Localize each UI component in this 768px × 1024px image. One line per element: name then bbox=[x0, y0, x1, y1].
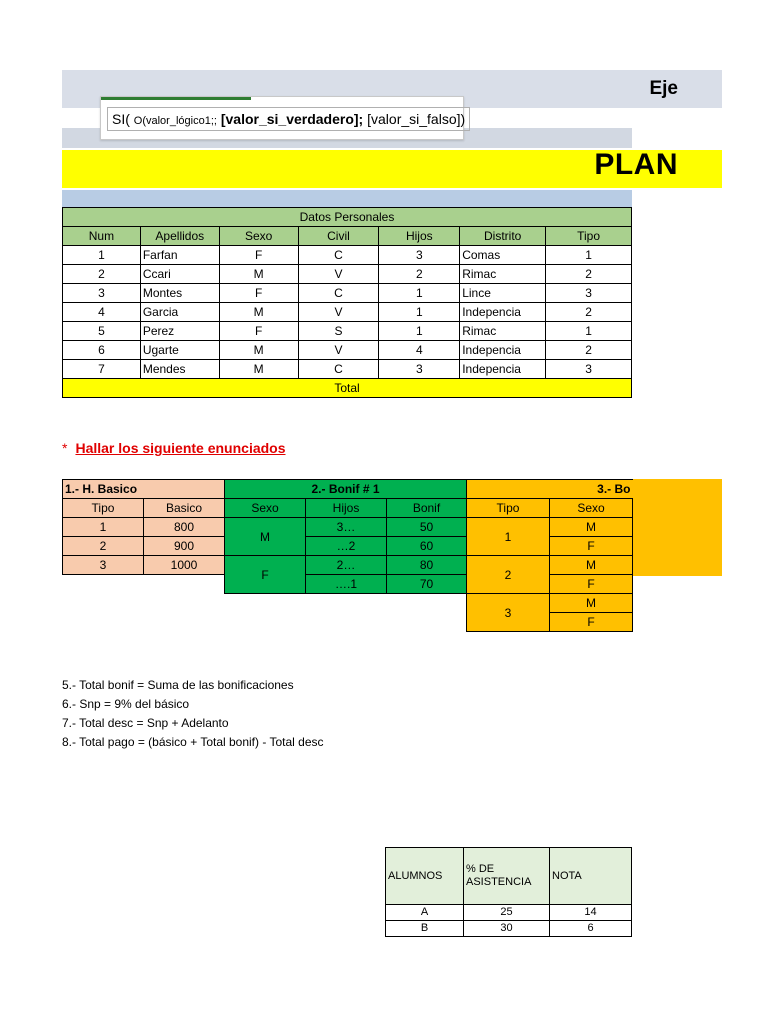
cell[interactable]: 1 bbox=[63, 246, 141, 265]
enunciado bbox=[62, 440, 286, 456]
tooltip-arg3[interactable]: [valor_si_falso]) bbox=[367, 111, 466, 127]
cell[interactable]: 50 bbox=[387, 518, 467, 537]
cell[interactable]: Rimac bbox=[460, 322, 546, 341]
cell[interactable]: ….1 bbox=[306, 575, 387, 594]
cell[interactable]: F bbox=[550, 537, 633, 556]
cell[interactable]: M bbox=[550, 594, 633, 613]
cell[interactable]: F bbox=[219, 284, 298, 303]
cell[interactable]: 800 bbox=[144, 518, 225, 537]
cell[interactable]: 1 bbox=[546, 322, 632, 341]
col-sexo: Sexo bbox=[219, 227, 298, 246]
basico-header: 1.- H. Basico bbox=[63, 480, 225, 499]
cell[interactable]: 2… bbox=[306, 556, 387, 575]
cell[interactable]: 80 bbox=[387, 556, 467, 575]
table-row bbox=[63, 322, 632, 341]
table-row bbox=[63, 265, 632, 284]
cell[interactable]: Rimac bbox=[460, 265, 546, 284]
cell[interactable]: Montes bbox=[140, 284, 219, 303]
bonif3-extension bbox=[632, 479, 722, 576]
group-header: Datos Personales bbox=[63, 208, 632, 227]
bonus-table bbox=[62, 479, 633, 632]
cell[interactable]: 3… bbox=[306, 518, 387, 537]
alumnos-header-row bbox=[386, 848, 632, 905]
cell[interactable]: Indepencia bbox=[460, 303, 546, 322]
cell[interactable]: 3 bbox=[546, 360, 632, 379]
cell[interactable]: M bbox=[219, 360, 298, 379]
page-title: Eje bbox=[649, 78, 678, 99]
table-row bbox=[63, 284, 632, 303]
col-basico: Basico bbox=[144, 499, 225, 518]
col-bonif: Bonif bbox=[387, 499, 467, 518]
cell[interactable]: Garcia bbox=[140, 303, 219, 322]
cell[interactable]: 3 bbox=[546, 284, 632, 303]
cell[interactable]: 2 bbox=[546, 341, 632, 360]
cell[interactable]: S bbox=[298, 322, 379, 341]
cell[interactable]: 900 bbox=[144, 537, 225, 556]
formula-item: 6.- Snp = 9% del básico bbox=[62, 697, 190, 711]
cell[interactable]: V bbox=[298, 341, 379, 360]
cell[interactable]: 3 bbox=[63, 284, 141, 303]
cell[interactable]: 2 bbox=[63, 537, 144, 556]
cell[interactable]: F bbox=[225, 556, 306, 594]
col-tipo: Tipo bbox=[63, 499, 144, 518]
formula-item: 7.- Total desc = Snp + Adelanto bbox=[62, 716, 229, 730]
table-row bbox=[386, 921, 632, 937]
cell[interactable]: M bbox=[225, 518, 306, 556]
cell[interactable]: M bbox=[219, 341, 298, 360]
cell[interactable]: 6 bbox=[550, 921, 632, 937]
col-nota: NOTA bbox=[550, 848, 632, 905]
cell[interactable]: 14 bbox=[550, 905, 632, 921]
cell[interactable]: 4 bbox=[63, 303, 141, 322]
plan-title: PLAN bbox=[594, 148, 678, 181]
cell[interactable]: M bbox=[219, 303, 298, 322]
cell[interactable]: 30 bbox=[464, 921, 550, 937]
cell[interactable]: 2 bbox=[546, 303, 632, 322]
cell[interactable]: 3 bbox=[379, 246, 460, 265]
cell[interactable]: 1 bbox=[379, 303, 460, 322]
cell[interactable]: 70 bbox=[387, 575, 467, 594]
blue-bar bbox=[62, 190, 632, 207]
cell[interactable]: 25 bbox=[464, 905, 550, 921]
cell[interactable]: 2 bbox=[467, 556, 550, 594]
cell[interactable]: …2 bbox=[306, 537, 387, 556]
cell[interactable]: M bbox=[550, 556, 633, 575]
cell[interactable]: 1 bbox=[467, 518, 550, 556]
table-row bbox=[63, 303, 632, 322]
enunciado-text: Hallar los siguiente enunciados bbox=[75, 440, 286, 456]
cell[interactable]: Perez bbox=[140, 322, 219, 341]
col-apellidos: Apellidos bbox=[140, 227, 219, 246]
col-distrito: Distrito bbox=[460, 227, 546, 246]
cell[interactable]: F bbox=[550, 613, 633, 632]
cell[interactable]: 5 bbox=[63, 322, 141, 341]
col-tipo3: Tipo bbox=[467, 499, 550, 518]
cell[interactable]: 3 bbox=[467, 594, 550, 632]
cell[interactable]: B bbox=[386, 921, 464, 937]
alumnos-table bbox=[385, 847, 632, 937]
cell[interactable]: 2 bbox=[379, 265, 460, 284]
tooltip-arg1: O(valor_lógico1;; bbox=[133, 115, 217, 127]
bonif3-header: 3.- Bo bbox=[467, 480, 633, 499]
tooltip-fn: SI( bbox=[112, 111, 130, 127]
cell[interactable]: 3 bbox=[63, 556, 144, 575]
cell[interactable]: 2 bbox=[546, 265, 632, 284]
col-alumnos: ALUMNOS bbox=[386, 848, 464, 905]
cell[interactable]: 60 bbox=[387, 537, 467, 556]
bonif1-header: 2.- Bonif # 1 bbox=[225, 480, 467, 499]
col-asistencia: % DE ASISTENCIA bbox=[464, 848, 550, 905]
formula-item: 8.- Total pago = (básico + Total bonif) - Total desc bbox=[62, 735, 324, 749]
col-num: Num bbox=[63, 227, 141, 246]
cell[interactable]: 1 bbox=[379, 284, 460, 303]
cell[interactable]: 4 bbox=[379, 341, 460, 360]
cell[interactable]: A bbox=[386, 905, 464, 921]
cell[interactable]: F bbox=[219, 322, 298, 341]
table-row bbox=[63, 246, 632, 265]
cell[interactable]: F bbox=[550, 575, 633, 594]
cell[interactable]: F bbox=[219, 246, 298, 265]
cell[interactable]: C bbox=[298, 246, 379, 265]
col-tipo: Tipo bbox=[546, 227, 632, 246]
cell[interactable]: 1 bbox=[546, 246, 632, 265]
cell[interactable]: V bbox=[298, 265, 379, 284]
formula-tooltip bbox=[100, 96, 464, 140]
cell[interactable]: M bbox=[219, 265, 298, 284]
table-row bbox=[63, 341, 632, 360]
total-row[interactable]: Total bbox=[63, 379, 632, 398]
asterisk: * bbox=[62, 440, 68, 456]
cell[interactable]: Indepencia bbox=[460, 360, 546, 379]
col-hijos: Hijos bbox=[379, 227, 460, 246]
cell[interactable]: C bbox=[298, 360, 379, 379]
cell[interactable]: Mendes bbox=[140, 360, 219, 379]
table-row bbox=[386, 905, 632, 921]
col-sexo3: Sexo bbox=[550, 499, 633, 518]
cell[interactable]: 1000 bbox=[144, 556, 225, 575]
cell[interactable]: C bbox=[298, 284, 379, 303]
table-row bbox=[63, 360, 632, 379]
cell[interactable]: 7 bbox=[63, 360, 141, 379]
col-sexo: Sexo bbox=[225, 499, 306, 518]
cell[interactable]: Comas bbox=[460, 246, 546, 265]
tooltip-accent bbox=[101, 97, 251, 100]
formula-list bbox=[62, 676, 324, 752]
cell[interactable]: 2 bbox=[63, 265, 141, 284]
col-civil: Civil bbox=[298, 227, 379, 246]
cell[interactable]: Ccari bbox=[140, 265, 219, 284]
cell[interactable]: 1 bbox=[379, 322, 460, 341]
tooltip-signature bbox=[107, 107, 470, 131]
cell[interactable]: Farfan bbox=[140, 246, 219, 265]
cell[interactable]: Indepencia bbox=[460, 341, 546, 360]
formula-item: 5.- Total bonif = Suma de las bonificaciones bbox=[62, 678, 294, 692]
personal-data-table bbox=[62, 207, 632, 398]
cell[interactable]: 6 bbox=[63, 341, 141, 360]
cell[interactable]: Ugarte bbox=[140, 341, 219, 360]
cell[interactable]: 3 bbox=[379, 360, 460, 379]
cell[interactable]: Lince bbox=[460, 284, 546, 303]
cell[interactable]: M bbox=[550, 518, 633, 537]
col-hijos: Hijos bbox=[306, 499, 387, 518]
cell[interactable]: 1 bbox=[63, 518, 144, 537]
tooltip-arg2[interactable]: [valor_si_verdadero]; bbox=[220, 111, 364, 127]
column-header-row bbox=[63, 227, 632, 246]
cell[interactable]: V bbox=[298, 303, 379, 322]
